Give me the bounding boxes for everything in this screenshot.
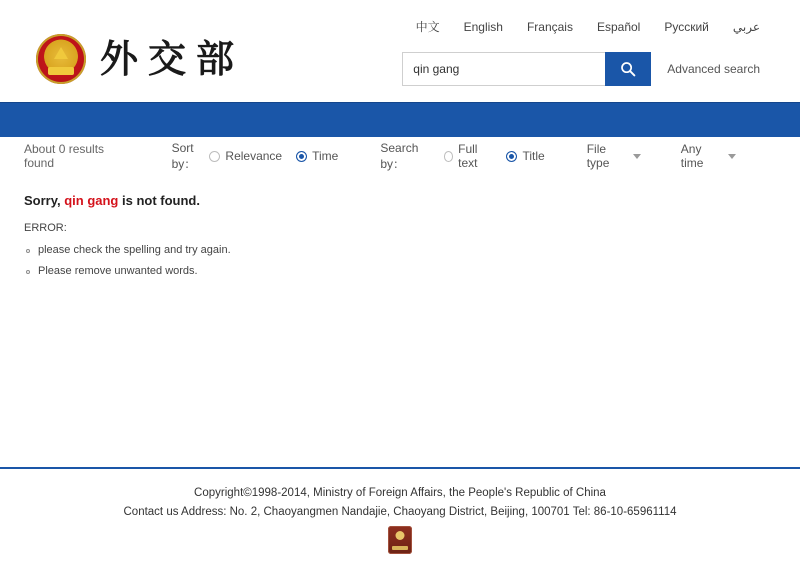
- any-time-label: Any time: [680, 142, 704, 170]
- search-by-option-fulltext[interactable]: [444, 142, 493, 170]
- file-type-dropdown[interactable]: [587, 142, 641, 170]
- language-link-ru[interactable]: Русский: [664, 19, 709, 34]
- results-area: [0, 175, 800, 437]
- site-header: [0, 0, 800, 102]
- sort-option-time[interactable]: [296, 149, 338, 163]
- footer-contact: Contact us Address: No. 2, Chaoyangmen Nandajie, Chaoyang District, Beijing, 100701 Tel: 86-10-65961114: [123, 506, 677, 518]
- search-by-group: [380, 141, 550, 172]
- search-icon: [620, 61, 636, 77]
- national-emblem-icon: [36, 34, 86, 84]
- filter-bar: [0, 137, 800, 175]
- chevron-down-icon: [728, 154, 736, 159]
- no-results-term: qin gang: [64, 193, 119, 208]
- sort-option-relevance-label: Relevance: [225, 149, 283, 163]
- primary-nav-band: [0, 102, 800, 137]
- search-input[interactable]: [402, 52, 605, 86]
- results-count: About 0 results found: [24, 142, 105, 170]
- radio-relevance-icon: [209, 151, 220, 162]
- search-by-option-title-label: Title: [522, 149, 545, 163]
- no-results-suffix: is not found.: [118, 193, 200, 208]
- police-record-badge-icon[interactable]: [388, 526, 412, 554]
- radio-fulltext-icon: [444, 151, 453, 162]
- search-box: [402, 52, 651, 86]
- list-item: Please remove unwanted words.: [24, 265, 776, 277]
- language-link-fr[interactable]: Français: [526, 19, 573, 34]
- chevron-down-icon: [633, 154, 641, 159]
- radio-time-icon: [296, 151, 307, 162]
- list-item: please check the spelling and try again.: [24, 244, 776, 256]
- site-brand[interactable]: [36, 34, 244, 84]
- search-by-option-fulltext-label: Full text: [458, 142, 478, 170]
- sort-by-group: [172, 141, 345, 172]
- footer-copyright: Copyright©1998-2014, Ministry of Foreign Affairs, the People's Republic of China: [194, 487, 606, 499]
- sort-option-time-label: Time: [312, 149, 339, 163]
- sort-option-relevance[interactable]: [209, 149, 282, 163]
- no-results-message: [24, 193, 776, 208]
- language-link-ar[interactable]: عربي: [732, 19, 760, 34]
- language-link-en[interactable]: English: [463, 19, 503, 34]
- language-link-zh[interactable]: 中文: [415, 20, 440, 34]
- error-suggestions-list: [24, 244, 776, 277]
- no-results-prefix: Sorry,: [24, 193, 65, 208]
- file-type-label: File type: [586, 142, 610, 170]
- sort-by-label: Sort by：: [171, 140, 197, 171]
- search-button[interactable]: [605, 52, 651, 86]
- radio-title-icon: [506, 151, 517, 162]
- error-title: ERROR:: [24, 222, 67, 234]
- search-area: [402, 52, 760, 86]
- any-time-dropdown[interactable]: [681, 142, 736, 170]
- search-by-option-title[interactable]: [506, 149, 544, 163]
- search-by-label: Search by：: [380, 140, 419, 171]
- site-footer: [0, 467, 800, 554]
- site-wordmark: 外交部: [100, 36, 245, 81]
- advanced-search-link[interactable]: Advanced search: [667, 62, 760, 76]
- language-link-es[interactable]: Español: [596, 19, 641, 34]
